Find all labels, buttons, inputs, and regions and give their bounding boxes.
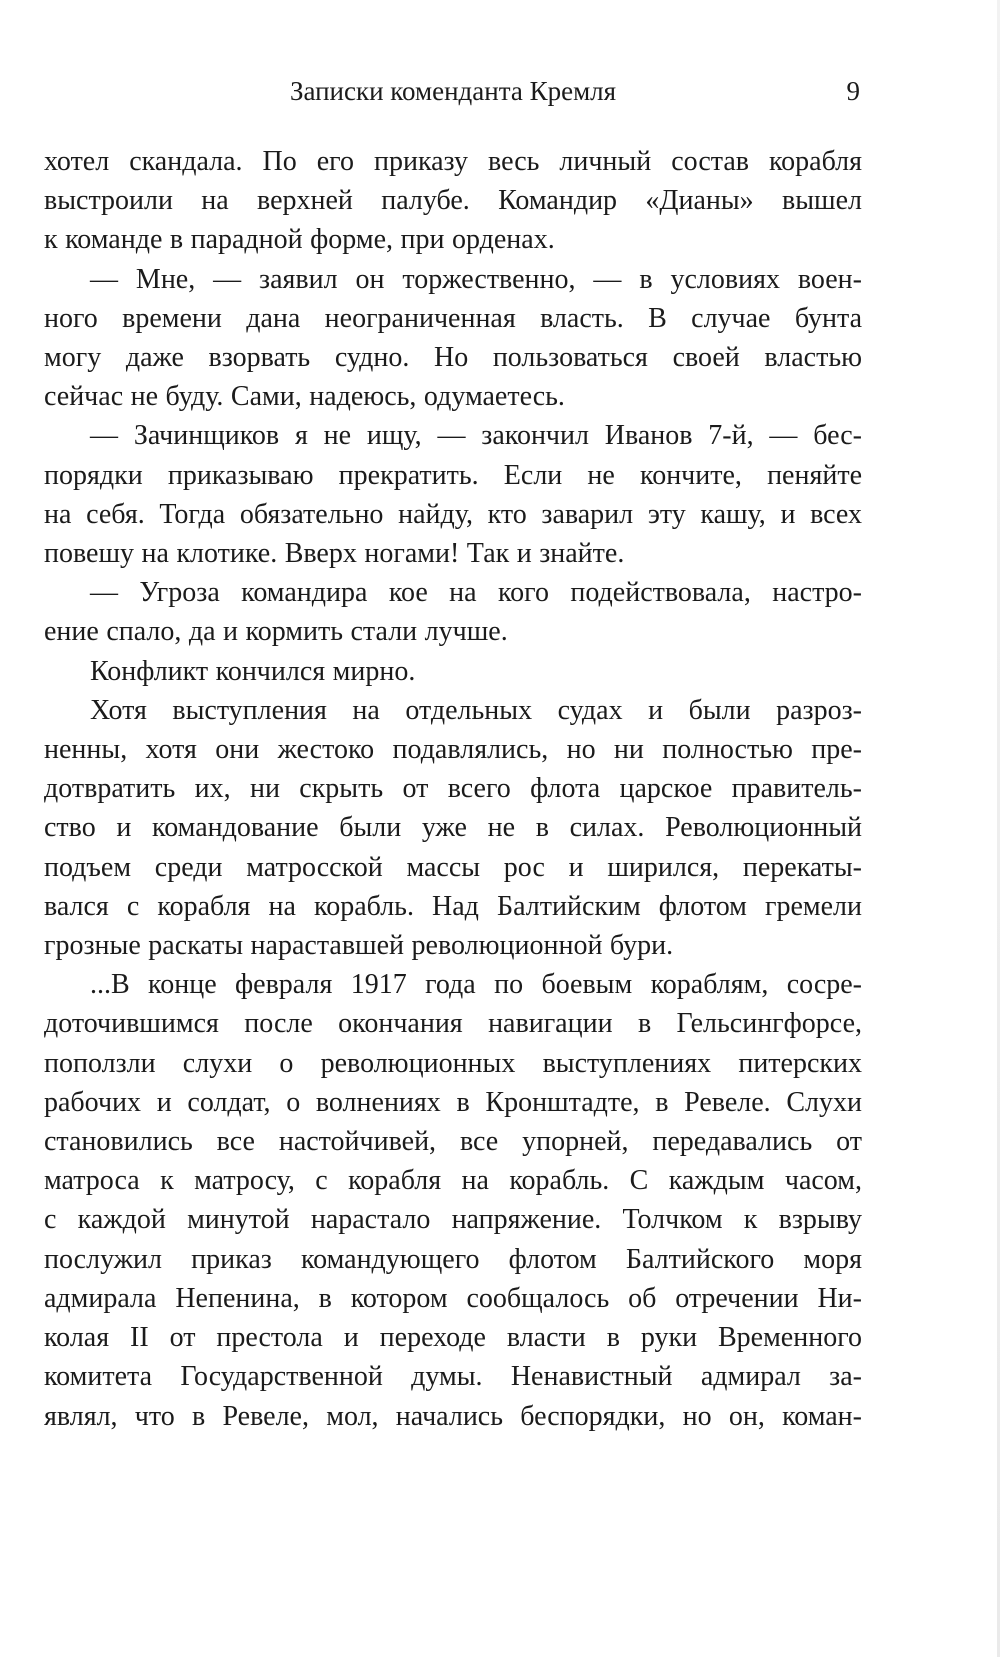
- text-line: колая II от престола и переходе власти в руки Временного: [44, 1322, 862, 1354]
- text-line: вался с корабля на корабль. Над Балтийским флотом гремели: [44, 890, 862, 922]
- text-line: адмирала Непенина, в котором сообщалось об отречении Ни-: [44, 1282, 862, 1314]
- text-line: с каждой минутой нарастало напряжение. Толчком к взрыву: [44, 1204, 862, 1236]
- text-line: поползли слухи о революционных выступлениях питерских: [44, 1047, 862, 1079]
- text-line: становились все настойчивей, все упорней, передавались от: [44, 1126, 862, 1158]
- text-line: ного времени дана неограниченная власть. В случае бунта: [44, 302, 862, 334]
- text-line: сейчас не буду. Сами, надеюсь, одумаетесь.: [44, 381, 565, 413]
- running-header: [44, 74, 862, 108]
- text-line: дотвратить их, ни скрыть от всего флота царское правитель-: [44, 773, 862, 805]
- text-line: выстроили на верхней палубе. Командир «Дианы» вышел: [44, 185, 862, 217]
- text-line: к команде в парадной форме, при орденах.: [44, 224, 555, 256]
- text-line: являл, что в Ревеле, мол, начались беспорядки, но он, коман-: [44, 1400, 862, 1432]
- text-line: рабочих и солдат, о волнениях в Кронштадте, в Ревеле. Слухи: [44, 1086, 862, 1118]
- text-line: — Зачинщиков я не ищу, — закончил Иванов 7-й, — бес-: [90, 420, 862, 452]
- text-line: порядки приказываю прекратить. Если не кончите, пеняйте: [44, 459, 862, 491]
- text-line: подъем среди матросской массы рос и ширился, перекаты-: [44, 851, 862, 883]
- text-line: на себя. Тогда обязательно найду, кто заварил эту кашу, и всех: [44, 498, 862, 530]
- text-line: матроса к матросу, с корабля на корабль. С каждым часом,: [44, 1165, 862, 1197]
- text-line: ненны, хотя они жестоко подавлялись, но ни полностью пре-: [44, 734, 862, 766]
- text-line: могу даже взорвать судно. Но пользоваться своей властью: [44, 342, 862, 374]
- text-line: — Угроза командира кое на кого подействовала, настро-: [90, 577, 862, 609]
- text-line: повешу на клотике. Вверх ногами! Так и знайте.: [44, 538, 625, 570]
- page-body: [44, 142, 862, 1436]
- page-title: Записки коменданта Кремля: [289, 76, 617, 106]
- text-line: — Мне, — заявил он торжественно, — в условиях воен-: [90, 263, 862, 295]
- page-number: 9: [846, 76, 860, 106]
- text-line: ение спало, да и кормить стали лучше.: [44, 616, 508, 648]
- text-line: хотел скандала. По его приказу весь личный состав корабля: [44, 146, 862, 177]
- text-line: ...В конце февраля 1917 года по боевым кораблям, сосре-: [90, 969, 862, 1001]
- text-line: Хотя выступления на отдельных судах и были разроз-: [90, 694, 862, 726]
- text-line: комитета Государственной думы. Ненавистный адмирал за-: [44, 1361, 862, 1393]
- text-line: послужил приказ командующего флотом Балтийского моря: [44, 1243, 862, 1275]
- text-column: [44, 74, 862, 1436]
- text-line: доточившимся после окончания навигации в Гельсингфорсе,: [44, 1008, 862, 1040]
- text-line: ство и командование были уже не в силах. Революционный: [44, 812, 862, 844]
- text-line: грозные раскаты нараставшей революционной бури.: [44, 930, 674, 962]
- text-line: Конфликт кончился мирно.: [90, 655, 416, 687]
